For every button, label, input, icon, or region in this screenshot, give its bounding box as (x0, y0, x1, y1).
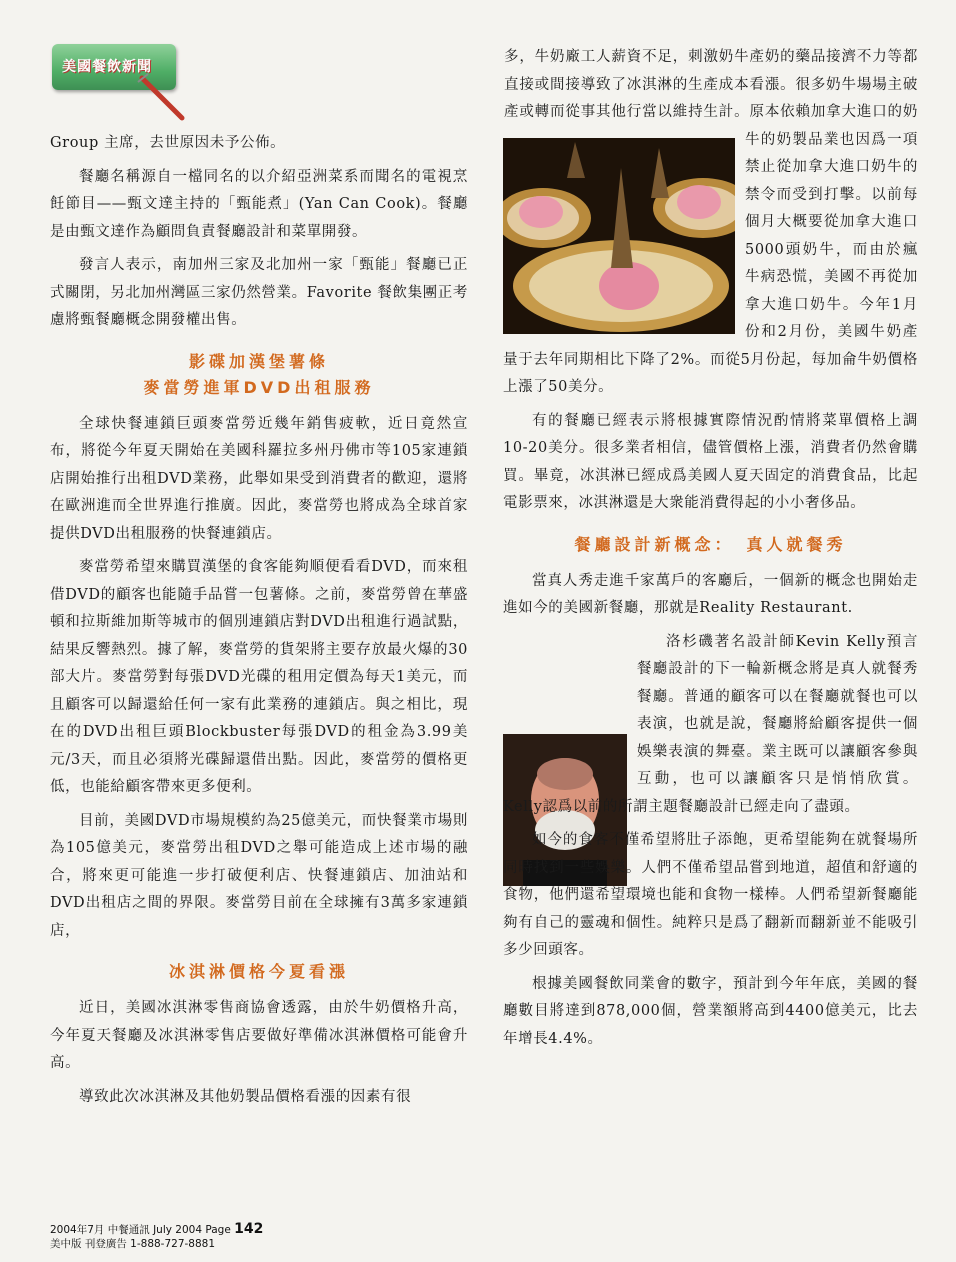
section-logo-text: 美國餐飲新聞 (62, 59, 152, 75)
paragraph: 餐廳名稱源自一檔同名的以介紹亞洲菜系而聞名的電視烹飪節目——甄文達主持的「甄能煮」(Yan Can Cook)。餐廳是由甄文達作為顧問負責餐廳設計和菜單開發。 (50, 168, 468, 240)
heading-line: 麥當勞進軍DVD出租服務 (143, 377, 375, 397)
paragraph: 全球快餐連鎖巨頭麥當勞近幾年銷售疲軟，近日竟然宣布，將從今年夏天開始在美國科羅拉多州丹佛市等105家連鎖店開始推行出租DVD業務，此舉如果受到消費者的歡迎，還將在歐洲進而全世界進行推廣。因此，麥當勞也將成為全球首家提供DVD出租服務的快餐連鎖店。 (50, 415, 468, 542)
section-heading-reality: 餐廳設計新概念： 真人就餐秀 (574, 534, 847, 554)
paragraph: 洛杉磯著名設計師Kevin Kelly預言餐廳設計的下一輪新概念將是真人就餐秀餐廳。普通的顧客可以在餐廳就餐也可以表演，也就是說，餐廳將給顧客提供一個娛樂表演的舞臺。業主既可以讓顧客參與互動，也可以讓顧客只是悄悄欣賞。Kelly認爲以前的所謂主題餐廳設計已經走向了盡頭。 (503, 633, 918, 815)
paragraph: 多，牛奶廠工人薪資不足，刺激奶牛產奶的藥品接濟不力等都直接或間接導致了冰淇淋的生產成本看漲。很多奶牛場場主破產或轉而從事其他行當以維持生計。原本依賴加拿大進口的奶牛的奶製品業也因爲一項禁止從加拿大進口奶牛的禁令而受到打擊。以前每個月大概要從加拿大進口5000頭奶牛，而由於瘋牛病恐慌，美國不再從加拿大進口奶牛。今年1月份和2月份，美國牛奶產量于去年同期相比下降了2%。而從5月份起，每加侖牛奶價格上漲了50美分。 (503, 49, 918, 395)
section-heading-dvd (50, 349, 468, 401)
fork-icon (136, 72, 196, 132)
paragraph: 當真人秀走進千家萬戶的客廳后，一個新的概念也開始走進如今的美國新餐廳，那就是Reality Restaurant. (503, 572, 918, 616)
paragraph: Group 主席，去世原因未予公佈。 (50, 135, 286, 151)
paragraph: 麥當勞希望來購買漢堡的食客能夠順便看看DVD，而來租借DVD的顧客也能隨手品嘗一包薯條。之前，麥當勞曾在華盛頓和拉斯維加斯等城市的個別連鎖店對DVD出租進行過試點，結果反響熱烈。據了解，麥當勞的貨架將主要存放最火爆的30部大片。麥當勞對每張DVD光碟的租用定價為每天1美元，而且顧客可以歸還給任何一家有此業務的連鎖店。與之相比，現在的DVD出租巨頭Blockbuster每張DVD的租金為3.99美元/3天，而且必須將光碟歸還借出點。因此，麥當勞的價格更低，也能給顧客帶來更多便利。 (50, 559, 468, 795)
paragraph: 根據美國餐飲同業會的數字，預計到今年年底，美國的餐廳數目將達到878,000個，營業額將高到4400億美元，比去年增長4.4%。 (503, 975, 918, 1047)
paragraph: 有的餐廳已經表示將根據實際情況酌情將菜單價格上調10-20美分。很多業者相信，儘管價格上漲，消費者仍然會購買。畢竟，冰淇淋已經成爲美國人夏天固定的消費食品，比起電影票來，冰淇淋還是大衆能消費得起的小小奢侈品。 (503, 412, 918, 511)
paragraph: 導致此次冰淇淋及其他奶製品價格看漲的因素有很 (79, 1088, 412, 1105)
paragraph: 目前，美國DVD市場規模約為25億美元，而快餐業市場則為105億美元，麥當勞出租DVD之舉可能造成上述市場的融合，將來更可能進一步打破便利店、快餐連鎖店、加油站和DVD出租店之間的界限。麥當勞目前在全球擁有3萬多家連鎖店， (50, 812, 468, 939)
left-column (50, 130, 468, 1117)
paragraph: 近日，美國冰淇淋零售商協會透露，由於牛奶價格升高，今年夏天餐廳及冰淇淋零售店要做好準備冰淇淋價格可能會升高。 (50, 1000, 468, 1071)
footer-line2: 美中版 刊登廣告 1-888-727-8881 (50, 1238, 216, 1250)
right-column (503, 44, 918, 1047)
footer-issue: 2004年7月 中餐通訊 July 2004 Page (50, 1224, 231, 1236)
footer-line1 (50, 1222, 263, 1237)
paragraph: 發言人表示，南加州三家及北加州一家「甄能」餐廳已正式關閉，另北加州灣區三家仍然營業。Favorite 餐飲集團正考慮將甄餐廳概念開發權出售。 (50, 257, 468, 328)
page-number: 142 (234, 1221, 264, 1237)
right-text (503, 44, 918, 1059)
paragraph: 如今的食客不僅希望將肚子添飽，更希望能夠在就餐場所同時找到一些娛樂。人們不僅希望品嘗到地道，超值和舒適的食物，他們還希望環境也能和食物一樣棒。人們希望新餐廳能夠有自己的靈魂和個性。純粹只是爲了翻新而翻新並不能吸引多少回頭客。 (503, 832, 918, 958)
heading-line: 影碟加漢堡薯條 (188, 351, 329, 371)
page-footer (50, 1222, 263, 1251)
section-heading-icecream: 冰淇淋價格今夏看漲 (168, 962, 349, 981)
